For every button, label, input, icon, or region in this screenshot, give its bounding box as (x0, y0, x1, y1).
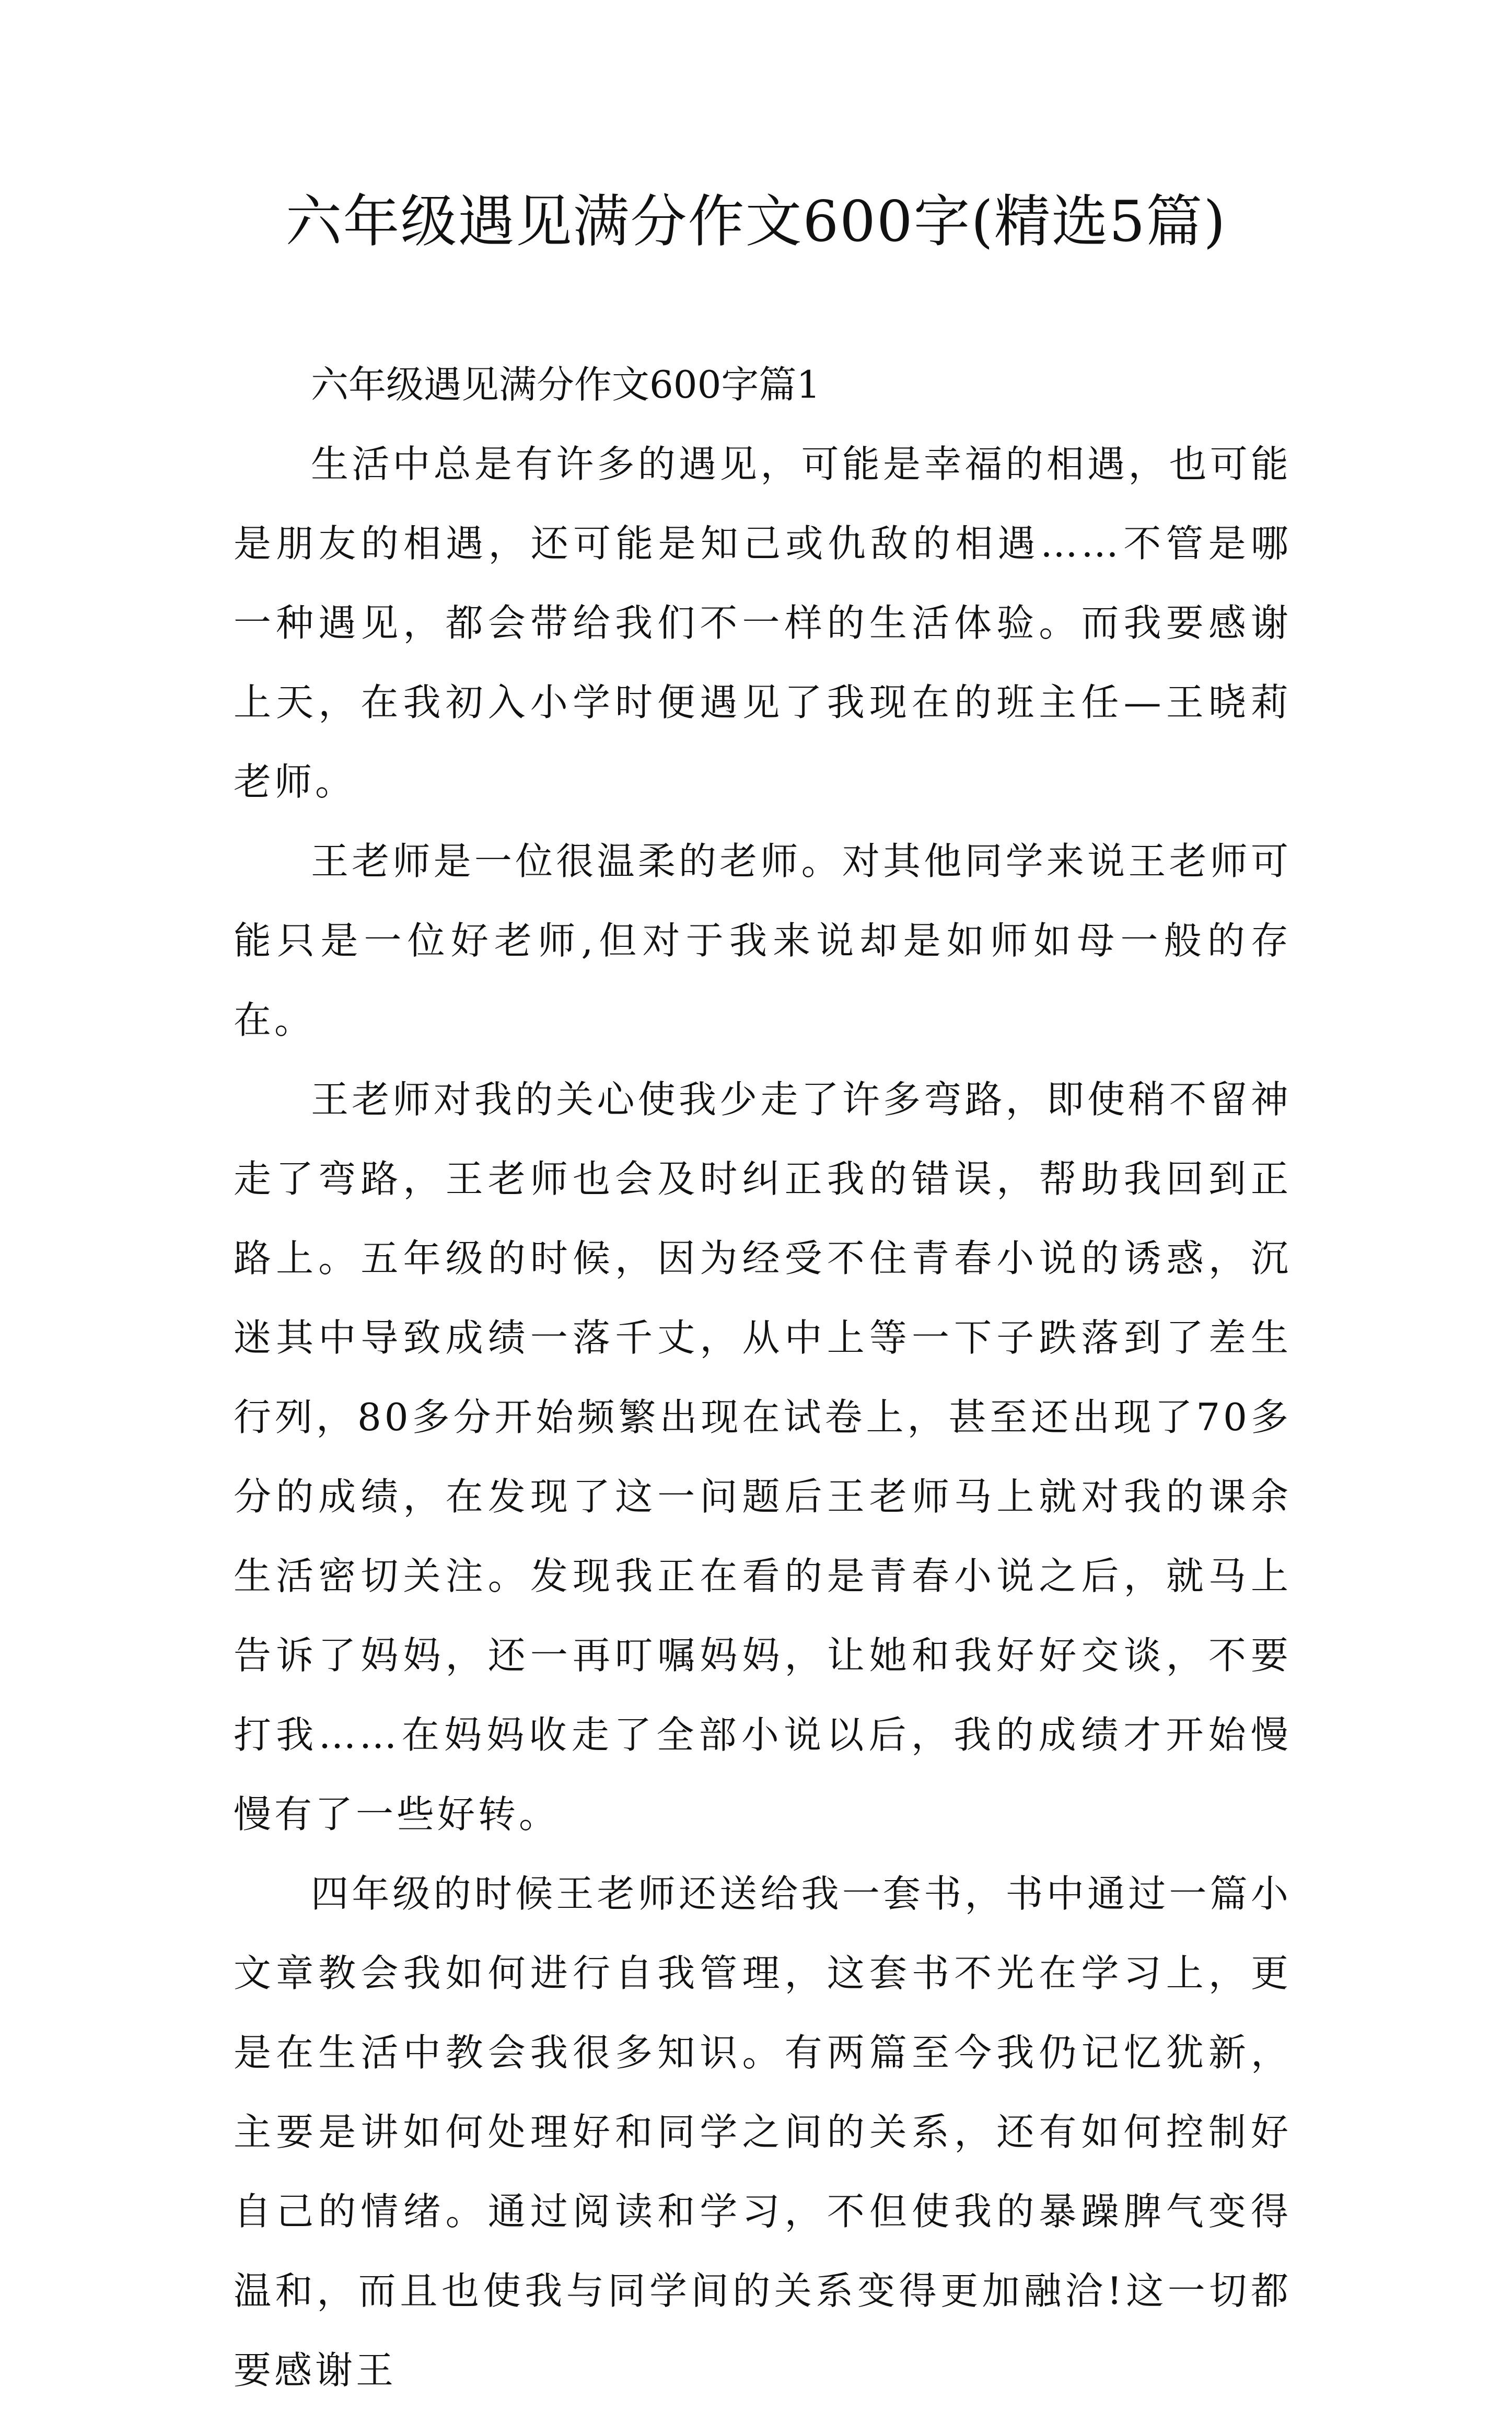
paragraph-2: 王老师是一位很温柔的老师。对其他同学来说王老师可能只是一位好老师,但对于我来说却是如师如母一般的存在。 (234, 839, 1292, 1042)
document-body (234, 345, 1292, 2410)
paragraph-3: 王老师对我的关心使我少走了许多弯路，即使稍不留神走了弯路，王老师也会及时纠正我的错误，帮助我回到正路上。五年级的时候，因为经受不住青春小说的诱惑，沉迷其中导致成绩一落千丈，从中上等一下子跌落到了差生行列，80多分开始频繁出现在试卷上，甚至还出现了70多分的成绩，在发现了这一问题后王老师马上就对我的课余生活密切关注。发现我正在看的是青春小说之后，就马上告诉了妈妈，还一再叮嘱妈妈，让她和我好好交谈，不要打我……在妈妈收走了全部小说以后，我的成绩才开始慢慢有了一些好转。 (234, 1077, 1292, 1836)
paragraph-1: 生活中总是有许多的遇见，可能是幸福的相遇，也可能是朋友的相遇，还可能是知己或仇敌的相遇……不管是哪一种遇见，都会带给我们不一样的生活体验。而我要感谢上天，在我初入小学时便遇见了我现在的班主任—王晓莉老师。 (234, 442, 1292, 804)
paragraph-4: 四年级的时候王老师还送给我一套书，书中通过一篇小文章教会我如何进行自我管理，这套书不光在学习上，更是在生活中教会我很多知识。有两篇至今我仍记忆犹新，主要是讲如何处理好和同学之间的关系，还有如何控制好自己的情绪。通过阅读和学习，不但使我的暴躁脾气变得温和，而且也使我与同学间的关系变得更加融洽!这一切都要感谢王 (234, 1872, 1292, 2392)
section-heading: 六年级遇见满分作文600字篇1 (311, 363, 821, 407)
document-title: 六年级遇见满分作文600字(精选5篇) (285, 189, 1227, 254)
